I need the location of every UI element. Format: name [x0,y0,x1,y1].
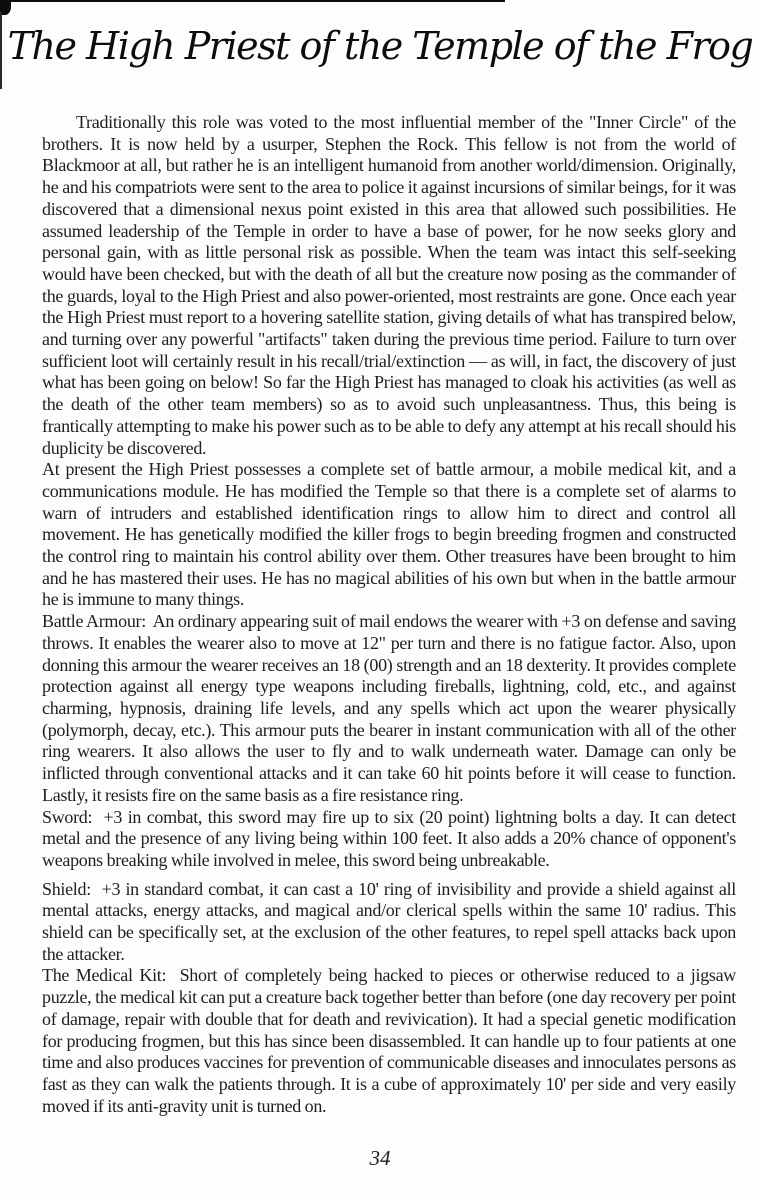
scan-artifact-top-edge [0,0,505,2]
paragraph: Shield: +3 in standard combat, it can cast a 10' ring of invisibility and provide a shield against all mental attacks, energy attacks, and magical and/or clerical spells within the same 10' radius. This shield can be specifically set, at the exclusion of the other features, to repel spell attacks back upon the attacker. [42,878,737,964]
page-number: 34 [369,1146,391,1170]
article-body [42,112,736,1117]
paragraph-label: Shield: [42,878,102,899]
paragraph-label: Battle Armour: [42,611,153,632]
page-title: The High Priest of the Temple of the Frog [7,24,753,68]
paragraph-label: Sword: [42,806,104,827]
paragraph: Sword: +3 in combat, this sword may fire up to six (20 point) lightning bolts a day. It can detect metal and the presence of any living being within 100 feet. It also adds a 20% chance of opponent's weapons breaking while involved in melee, this sword being unbreakable. [42,806,736,870]
paragraph: The Medical Kit: Short of completely being hacked to pieces or otherwise reduced to a jigsaw puzzle, the medical kit can put a creature back together better than before (one day recovery per point of damage, repair with double that for death and revivication). It had a special genetic modification for producing frogmen, but this has since been disassembled. It can handle up to four patients at one time and also produces vaccines for prevention of communicable diseases and innoculates persons as fast as they can walk the patients through. It is a cube of approximately 10' per side and very easily moved if its anti-gravity unit is turned on. [42,965,737,1116]
paragraph: At present the High Priest possesses a complete set of battle armour, a mobile medical kit, and a communications module. He has modified the Temple so that there is a complete set of alarms to warn of intruders and established identification rings to allow him to direct and control all movement. He has genetically modified the killer frogs to begin breeding frogmen and constructed the control ring to maintain his control ability over them. Other treasures have been brought to him and he has mastered their uses. He has no magical abilities of his own but when in the battle armour he is immune to many things. [42,459,736,610]
paragraph: Traditionally this role was voted to the most influential member of the "Inner Circle" of the brothers. It is now held by a usurper, Stephen the Rock. This fellow is not from the world of Blackmoor at all, but rather he is an intelligent humanoid from another world/dimension. Originally, he and his compatriots were sent to the area to police it against incursions of similar beings, for it was discovered that a dimensional nexus point existed in this area that allowed such possibilities. He assumed leadership of the Temple in order to have a base of power, for he now seeks glory and personal gain, with as little personal risk as possible. When the team was intact this self-seeking would have been checked, but with the death of all but the creature now posing as the commander of the guards, loyal to the High Priest and also power-oriented, most restraints are gone. Once each year the High Priest must report to a hovering satellite station, giving details of what has transpired below, and turning over any powerful "artifacts" taken during the previous time period. Failure to turn over sufficient loot will certainly result in his recall/trial/extinction — as will, in fact, the discovery of just what has been going on below! So far the High Priest has managed to cloak his activities (as well as the death of the other team members) so as to avoid such unpleasantness. Thus, this being is frantically attempting to make his power such as to be able to defy any attempt at his recall should his duplicity be discovered. [42,112,736,458]
paragraph: Battle Armour: An ordinary appearing suit of mail endows the wearer with +3 on defense and saving throws. It enables the wearer also to move at 12" per turn and there is no fatigue factor. Also, upon donning this armour the wearer receives an 18 (00) strength and an 18 dexterity. It provides complete protection against all energy type weapons including fireballs, lightning, cold, etc., and against charming, hypnosis, draining life levels, and any spells which act upon the wearer physically (polymorph, decay, etc.). This armour puts the bearer in instant communication with all of the other ring wearers. It also allows the user to fly and to walk underneath water. Damage can only be inflicted through conventional attacks and it can take 60 hit points before it will cease to function. Lastly, it resists fire on the same basis as a fire resistance ring. [42,611,736,805]
paragraph-label: The Medical Kit: [42,965,180,986]
